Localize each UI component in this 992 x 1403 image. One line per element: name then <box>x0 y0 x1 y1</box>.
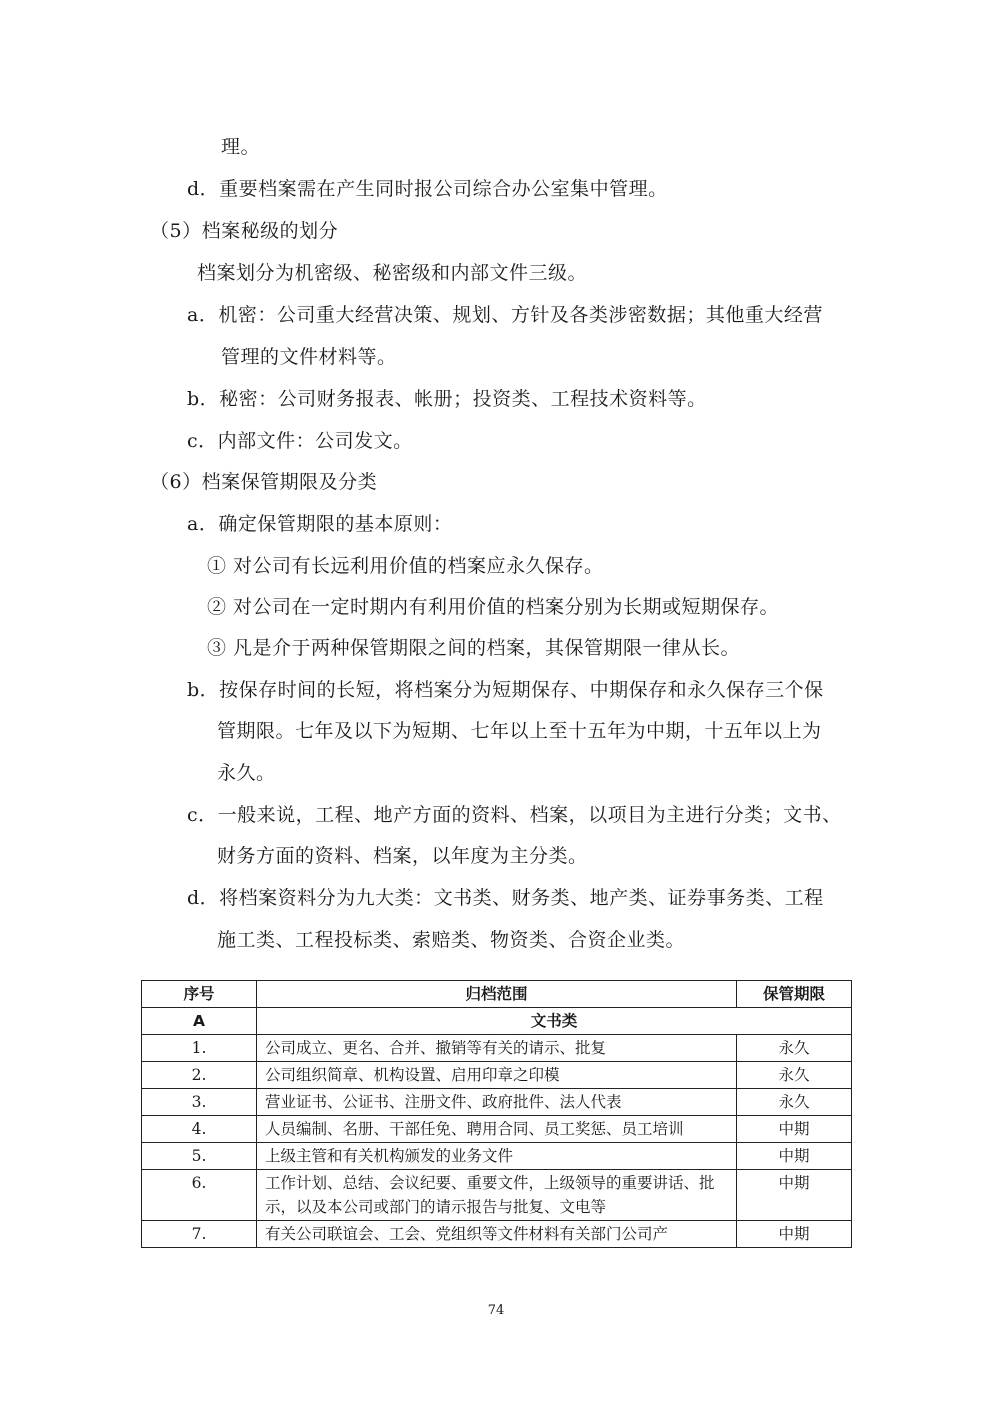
text-line: b．秘密：公司财务报表、帐册；投资类、工程技术资料等。 <box>187 388 707 410</box>
table-row <box>142 1089 852 1116</box>
archive-retention-table <box>141 980 852 1248</box>
text-line: a．机密：公司重大经营决策、规划、方针及各类涉密数据；其他重大经营 <box>187 304 823 326</box>
table-row <box>142 1035 852 1062</box>
row-seq: 5. <box>142 1143 257 1170</box>
row-scope: 人员编制、名册、干部任免、聘用合同、员工奖惩、员工培训 <box>257 1116 737 1143</box>
row-term: 中期 <box>737 1143 852 1170</box>
text-line: ① 对公司有长远利用价值的档案应永久保存。 <box>207 555 604 577</box>
table-header-row <box>142 981 852 1008</box>
table-row <box>142 1143 852 1170</box>
row-seq: 4. <box>142 1116 257 1143</box>
row-term: 中期 <box>737 1221 852 1248</box>
row-seq: 2. <box>142 1062 257 1089</box>
table-group-row <box>142 1008 852 1035</box>
row-term: 中期 <box>737 1170 852 1221</box>
text-line: 管理的文件材料等。 <box>221 346 397 368</box>
text-line: 档案划分为机密级、秘密级和内部文件三级。 <box>197 262 588 284</box>
text-line: a．确定保管期限的基本原则： <box>187 513 453 535</box>
text-line: ② 对公司在一定时期内有利用价值的档案分别为长期或短期保存。 <box>207 596 780 618</box>
row-scope: 工作计划、总结、会议纪要、重要文件，上级领导的重要讲话、批示，以及本公司或部门的请示报告与批复、文电等 <box>257 1170 737 1221</box>
text-line: 财务方面的资料、档案，以年度为主分类。 <box>217 845 588 867</box>
header-scope: 归档范围 <box>257 981 737 1008</box>
row-term: 永久 <box>737 1089 852 1116</box>
section-heading: （5）档案秘级的划分 <box>150 220 339 242</box>
table-row <box>142 1221 852 1248</box>
text-line: 永久。 <box>217 762 276 784</box>
text-line: ③ 凡是介于两种保管期限之间的档案，其保管期限一律从长。 <box>207 637 741 659</box>
row-seq: 6. <box>142 1170 257 1221</box>
row-term: 永久 <box>737 1062 852 1089</box>
row-scope: 上级主管和有关机构颁发的业务文件 <box>257 1143 737 1170</box>
text-line: b．按保存时间的长短，将档案分为短期保存、中期保存和永久保存三个保 <box>187 679 824 701</box>
text-line: 管期限。七年及以下为短期、七年以上至十五年为中期，十五年以上为 <box>217 720 822 742</box>
row-term: 中期 <box>737 1116 852 1143</box>
header-seq: 序号 <box>142 981 257 1008</box>
text-line: c．内部文件：公司发文。 <box>187 430 413 452</box>
row-scope: 公司组织简章、机构设置、启用印章之印模 <box>257 1062 737 1089</box>
text-line: d．重要档案需在产生同时报公司综合办公室集中管理。 <box>187 178 668 200</box>
row-seq: 1. <box>142 1035 257 1062</box>
text-line: 理。 <box>221 136 261 158</box>
table-row <box>142 1062 852 1089</box>
row-scope: 营业证书、公证书、注册文件、政府批件、法人代表 <box>257 1089 737 1116</box>
text-line: 施工类、工程投标类、索赔类、物资类、合资企业类。 <box>217 929 686 951</box>
row-scope: 有关公司联谊会、工会、党组织等文件材料有关部门公司产 <box>257 1221 737 1248</box>
table-row <box>142 1116 852 1143</box>
page-number: 74 <box>487 1303 505 1318</box>
row-seq: 3. <box>142 1089 257 1116</box>
group-code: A <box>142 1008 257 1035</box>
row-scope: 公司成立、更名、合并、撤销等有关的请示、批复 <box>257 1035 737 1062</box>
table-row <box>142 1170 852 1221</box>
section-heading: （6）档案保管期限及分类 <box>150 471 378 493</box>
group-name: 文书类 <box>257 1008 852 1035</box>
row-seq: 7. <box>142 1221 257 1248</box>
header-term: 保管期限 <box>737 981 852 1008</box>
text-line: d．将档案资料分为九大类：文书类、财务类、地产类、证券事务类、工程 <box>187 887 824 909</box>
row-term: 永久 <box>737 1035 852 1062</box>
text-line: c．一般来说，工程、地产方面的资料、档案，以项目为主进行分类；文书、 <box>187 804 842 826</box>
